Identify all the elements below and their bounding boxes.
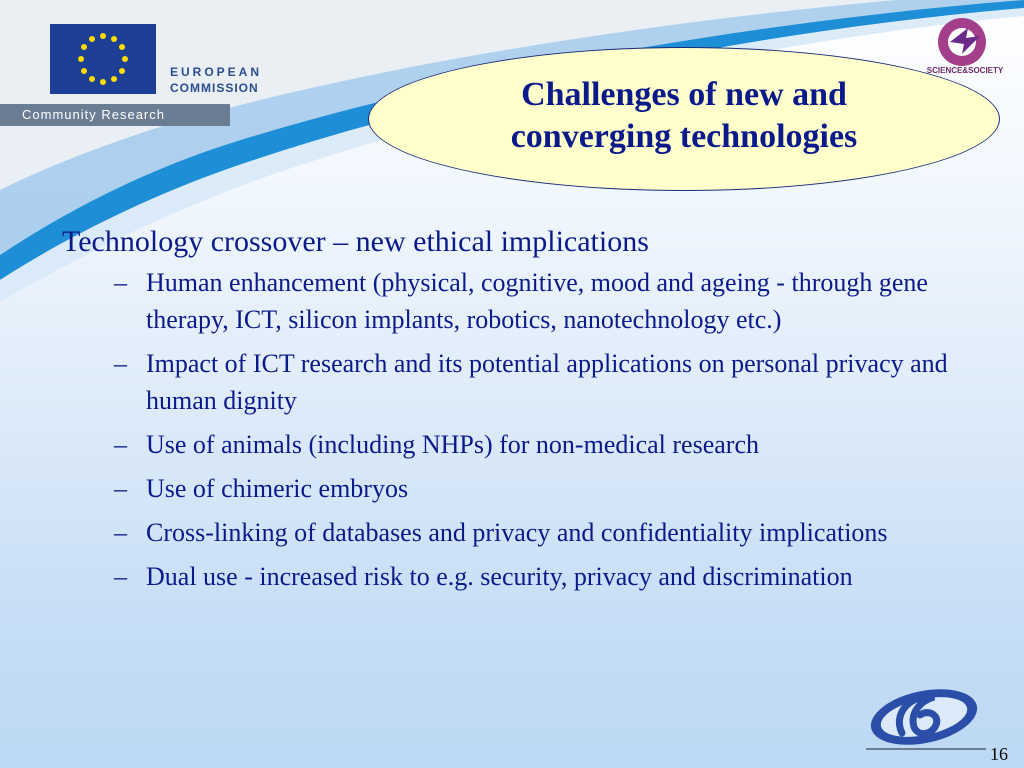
sub-bullet-item — [62, 514, 982, 551]
eu-text-line2: COMMISSION — [170, 81, 259, 95]
sub-bullet-item — [62, 558, 982, 595]
main-bullet: Technology crossover – new ethical implications — [62, 225, 649, 258]
community-research-label: Community Research — [22, 107, 165, 122]
slide-title — [368, 74, 1000, 158]
dash-marker: – — [114, 474, 127, 503]
sub-bullet-item — [62, 345, 982, 419]
sub-bullet-list — [62, 264, 982, 595]
eu-text-line1: EUROPEAN — [170, 65, 263, 79]
sub-bullet-item — [62, 470, 982, 507]
title-line1: Challenges of new and — [521, 76, 847, 113]
dash-marker: – — [114, 430, 127, 459]
slide-content — [62, 222, 982, 602]
dash-marker: – — [114, 349, 127, 378]
eu-commission-text — [170, 64, 262, 96]
sub-bullet-item — [62, 264, 982, 338]
sub-bullet-item — [62, 426, 982, 463]
dash-marker: – — [114, 562, 127, 591]
fp6-logo-icon — [862, 683, 982, 753]
eu-commission-logo — [50, 24, 280, 96]
page-number: 16 — [990, 744, 1008, 764]
footer-divider — [866, 748, 986, 750]
sub-bullet-text: Use of animals (including NHPs) for non-medical research — [146, 430, 759, 459]
sub-bullet-text: Human enhancement (physical, cognitive, mood and ageing - through gene therapy, ICT, silicon implants, robotics, nanotechnology etc.) — [146, 268, 928, 334]
sub-bullet-text: Dual use - increased risk to e.g. security, privacy and discrimination — [146, 562, 853, 591]
sub-bullet-text: Cross-linking of databases and privacy and confidentiality implications — [146, 518, 888, 547]
dash-marker: – — [114, 268, 127, 297]
dash-marker: – — [114, 518, 127, 547]
eu-flag-icon — [50, 24, 156, 94]
science-society-label: SCIENCE&SOCIETY — [926, 66, 1004, 75]
title-line2: converging technologies — [510, 118, 858, 155]
sub-bullet-text: Impact of ICT research and its potential applications on personal privacy and human dignity — [146, 349, 948, 415]
sub-bullet-text: Use of chimeric embryos — [146, 474, 409, 503]
